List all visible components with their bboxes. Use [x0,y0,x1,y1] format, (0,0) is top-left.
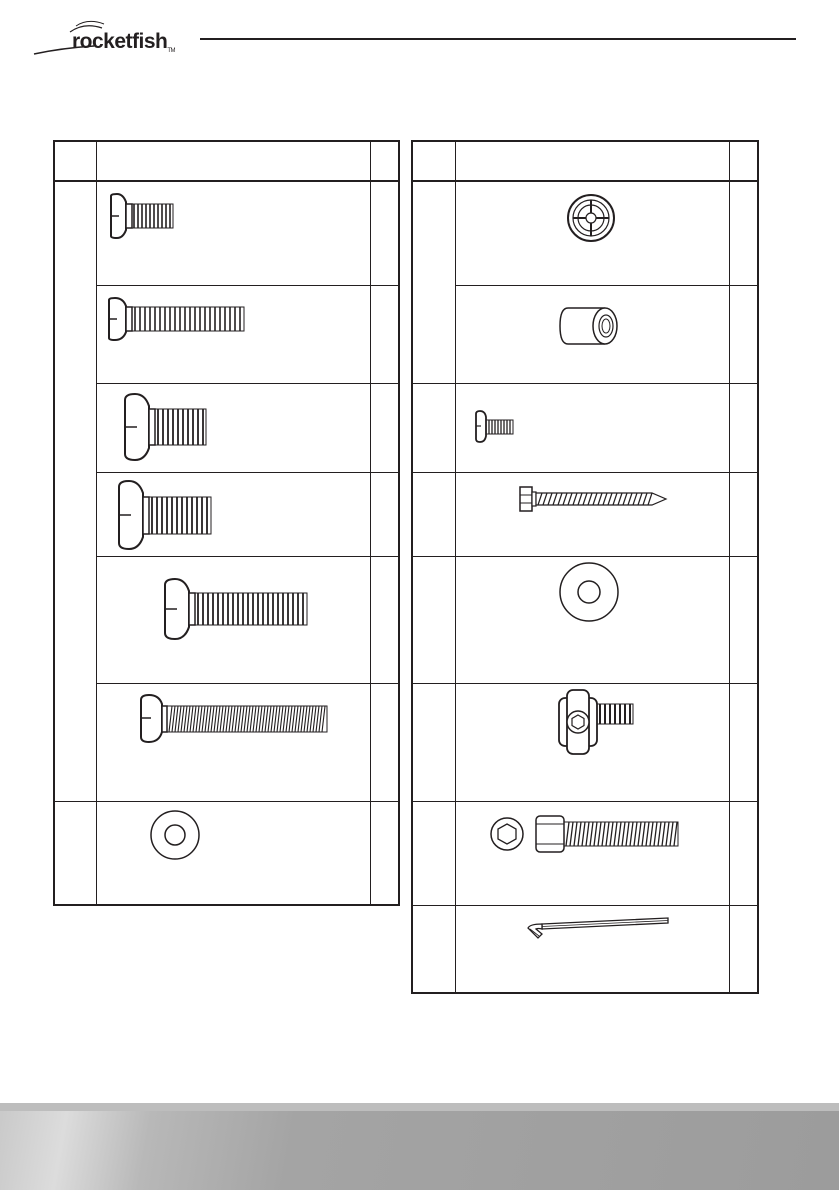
table-row [412,472,758,556]
table-row [54,801,399,905]
table-header-row [412,141,758,181]
qty-cell [370,472,399,556]
header-part [96,141,370,181]
header-qty [729,141,758,181]
header-rule [200,38,796,40]
part-image-cell [96,556,370,683]
socket-head-bolt-with-washer-icon [456,684,730,802]
item-cell [54,801,96,905]
part-image-cell [96,683,370,801]
lag-bolt-icon [456,473,730,557]
item-cell [412,683,455,801]
item-cell [412,801,455,905]
qty-cell [370,556,399,683]
part-image-cell [96,801,370,905]
qty-cell [370,181,399,285]
socket-head-cap-screw-icon [456,802,730,906]
item-cell [412,905,455,993]
qty-cell [729,905,758,993]
qty-cell [370,801,399,905]
qty-cell [370,285,399,383]
brand-name: rocketfish [72,30,168,53]
pan-head-screw-fine-thread-icon [97,684,371,802]
table-row [412,285,758,383]
pan-head-screw-short-icon [97,182,371,286]
table-row [54,556,399,683]
table-row [412,683,758,801]
table-row [412,905,758,993]
qty-cell [729,181,758,285]
qty-cell [729,801,758,905]
qty-cell [729,472,758,556]
header-item [412,141,455,181]
item-cell [54,181,96,801]
qty-cell [370,683,399,801]
spacer-icon [456,286,730,384]
item-cell [412,181,455,383]
table-row [412,181,758,285]
part-image-cell [96,383,370,472]
table-row [54,285,399,383]
part-image-cell [455,683,729,801]
item-cell [412,472,455,556]
part-image-cell [455,556,729,683]
footer-band-top [0,1103,839,1111]
table-header-row [54,141,399,181]
qty-cell [729,383,758,472]
part-image-cell [455,181,729,285]
qty-cell [729,556,758,683]
rocketfish-logo [32,12,182,62]
part-image-cell [96,181,370,285]
qty-cell [729,285,758,383]
part-image-cell [455,472,729,556]
part-image-cell [455,905,729,993]
part-image-cell [96,285,370,383]
table-row [412,801,758,905]
table-row [54,383,399,472]
pan-head-screw-long-icon [97,286,371,384]
part-image-cell [455,383,729,472]
table-row [412,383,758,472]
parts-table-left [53,140,400,906]
parts-table-right [411,140,759,994]
part-image-cell [455,285,729,383]
plastic-cap-icon [456,182,730,286]
pan-head-screw-medium-icon [97,384,371,473]
table-row [54,472,399,556]
table-row [54,181,399,285]
qty-cell [370,383,399,472]
large-washer-icon [456,557,730,684]
pan-head-screw-thick-icon [97,473,371,557]
header-part [455,141,729,181]
trademark: TM [167,48,176,54]
table-row [412,556,758,683]
item-cell [412,383,455,472]
part-image-cell [96,472,370,556]
small-screw-icon [456,384,730,473]
footer-band [0,1103,839,1190]
pan-head-screw-large-icon [97,557,371,684]
part-image-cell [455,801,729,905]
hex-key-icon [456,906,730,994]
qty-cell [729,683,758,801]
header-qty [370,141,399,181]
header-item [54,141,96,181]
flat-washer-icon [97,802,371,906]
table-row [54,683,399,801]
item-cell [412,556,455,683]
